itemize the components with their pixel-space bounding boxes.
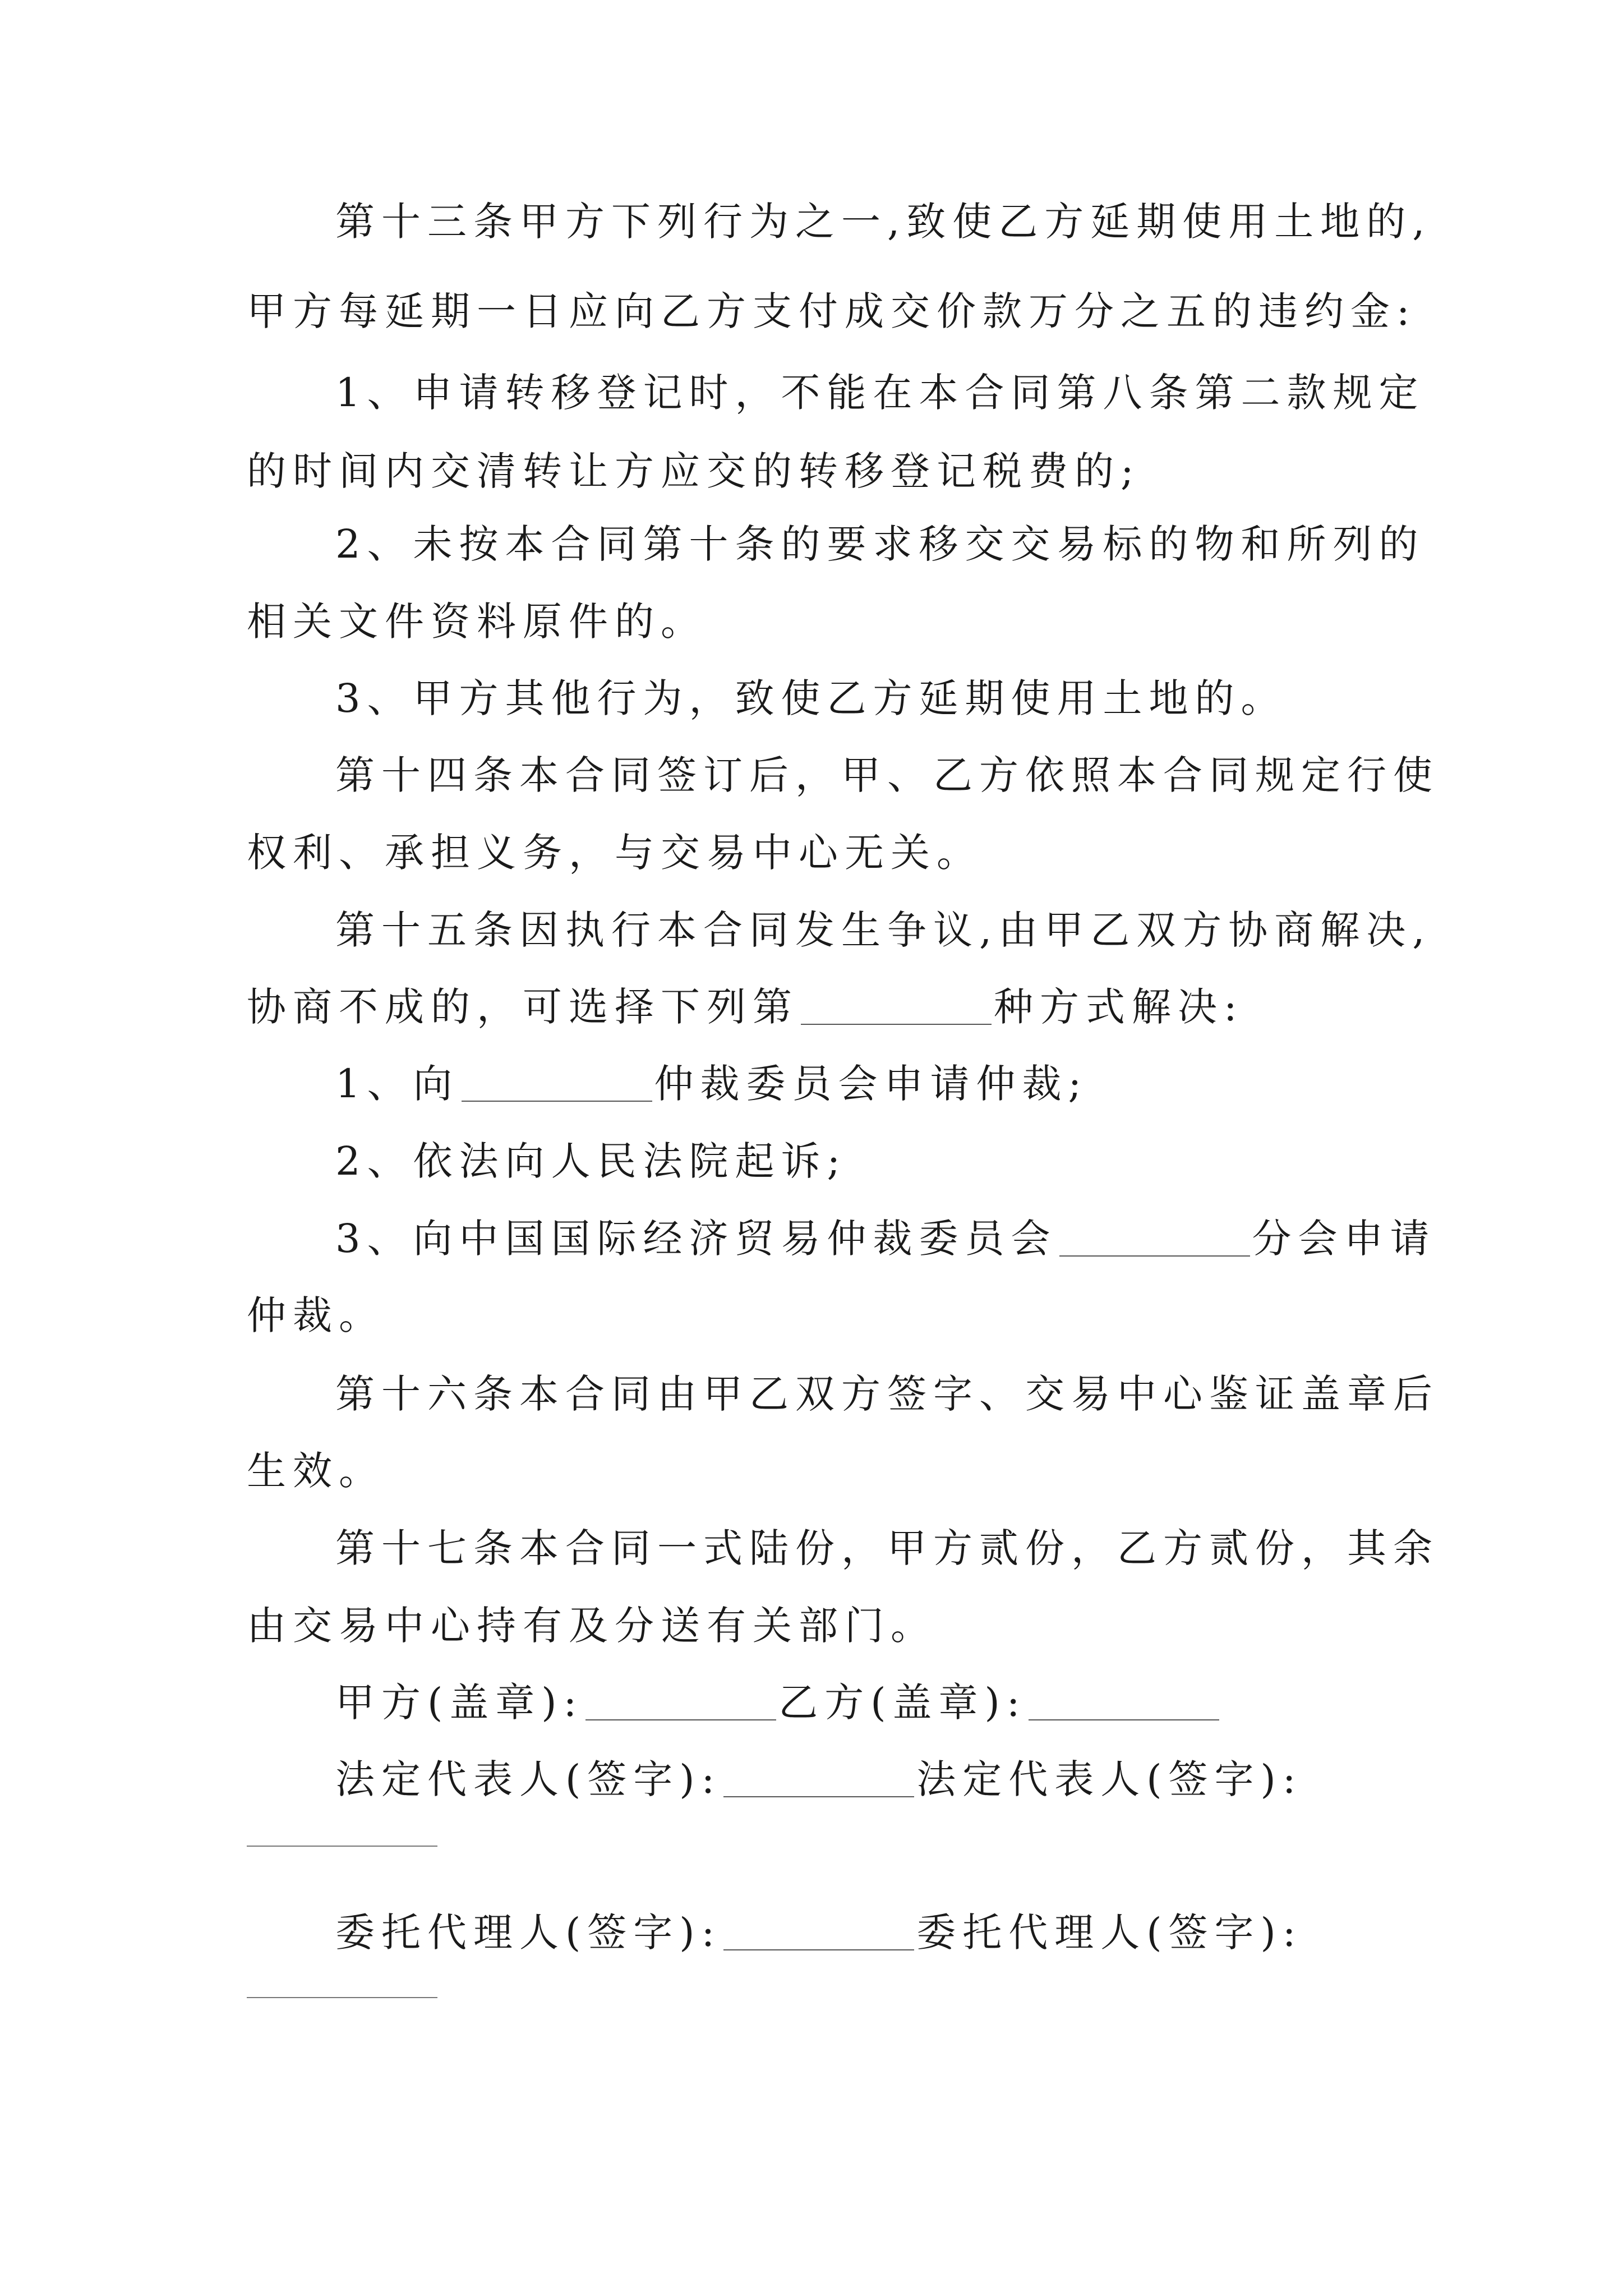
article-13-item-1-line-1: 1、申请转移登记时，不能在本合同第八条第二款规定: [335, 370, 1425, 416]
article-16-line-2: 生效。: [247, 1448, 385, 1494]
party-b-seal-label: 乙方(盖章):: [778, 1680, 1027, 1726]
party-a-seal-blank[interactable]: [585, 1680, 776, 1720]
agent-b-label: 委托代理人(签字):: [916, 1910, 1303, 1955]
article-13-line-2: 甲方每延期一日应向乙方支付成交价款万分之五的违约金:: [247, 288, 1417, 334]
seal-line: [335, 1674, 1221, 1731]
article-17-line-2: 由交易中心持有及分送有关部门。: [247, 1603, 937, 1649]
party-b-seal-blank[interactable]: [1029, 1680, 1219, 1720]
option-1-suffix: 仲裁委员会申请仲裁;: [654, 1061, 1089, 1107]
article-15-option-3: [335, 1211, 1436, 1267]
legal-rep-a-blank[interactable]: [723, 1757, 914, 1797]
legal-rep-b-label: 法定代表人(签字):: [916, 1756, 1303, 1802]
agent-b-blank[interactable]: [247, 1997, 437, 1998]
article-15-line-2-prefix: 协商不成的，可选择下列第: [247, 984, 799, 1030]
article-15-line-2-suffix: 种方式解决:: [994, 984, 1244, 1030]
legal-rep-a-label: 法定代表人(签字):: [335, 1756, 722, 1802]
agent-a-label: 委托代理人(签字):: [335, 1910, 722, 1955]
article-16-line-1: 第十六条本合同由甲乙双方签字、交易中心鉴证盖章后: [335, 1371, 1439, 1417]
article-15-option-2: 2、依法向人民法院起诉;: [335, 1138, 847, 1184]
option-3-suffix: 分会申请: [1252, 1216, 1436, 1262]
article-15-line-2: [247, 979, 1244, 1035]
party-a-seal-label: 甲方(盖章):: [335, 1680, 584, 1726]
article-13-item-2-line-2: 相关文件资料原件的。: [247, 599, 707, 645]
article-14-line-2: 权利、承担义务，与交易中心无关。: [247, 830, 983, 876]
article-14-line-1: 第十四条本合同签订后，甲、乙方依照本合同规定行使: [335, 752, 1439, 798]
branch-blank[interactable]: [1059, 1216, 1250, 1257]
agent-line: [335, 1904, 1302, 1961]
article-13-line-1: 第十三条甲方下列行为之一,致使乙方延期使用土地的,: [335, 199, 1432, 245]
article-13-item-1-line-2: 的时间内交清转让方应交的转移登记税费的;: [247, 448, 1141, 494]
article-13-item-2-line-1: 2、未按本合同第十条的要求移交交易标的物和所列的: [335, 521, 1425, 567]
article-15-line-1: 第十五条因执行本合同发生争议,由甲乙双方协商解决,: [335, 907, 1432, 953]
legal-rep-line: [335, 1751, 1302, 1807]
arbitration-committee-blank[interactable]: [462, 1061, 652, 1102]
article-13-item-3: 3、甲方其他行为，致使乙方延期使用土地的。: [335, 675, 1287, 721]
article-15-option-3-continued: 仲裁。: [247, 1292, 385, 1338]
agent-a-blank[interactable]: [723, 1910, 914, 1950]
article-17-line-1: 第十七条本合同一式陆份，甲方贰份，乙方贰份，其余: [335, 1525, 1439, 1571]
article-15-option-1: [335, 1056, 1088, 1112]
method-choice-blank[interactable]: [801, 984, 992, 1025]
option-3-prefix: 3、向中国国际经济贸易仲裁委员会: [335, 1216, 1057, 1262]
option-1-prefix: 1、向: [335, 1061, 459, 1107]
legal-rep-b-blank[interactable]: [247, 1846, 437, 1847]
